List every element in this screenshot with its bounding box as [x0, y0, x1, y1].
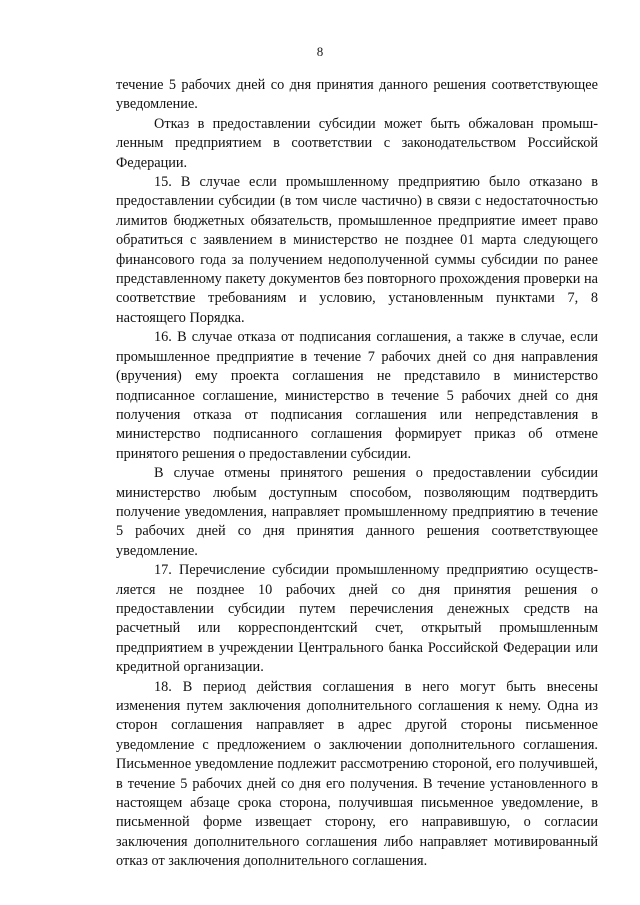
paragraph-continuation: течение 5 рабочих дней со дня принятия данного решения соответствующее уведомление. — [116, 77, 598, 113]
document-body — [116, 76, 598, 872]
page-number: 8 — [316, 44, 324, 59]
paragraph-15: 15. В случае если промышленному предприятию было отказано в предоставлении субсидии (в том числе частично) в связи с недостаточностью лимитов бюджетных обязательств, промышленное предприятие имеет право обратиться с заявлением в министерство не позднее 01 марта следующего финансового года за получением недополученной суммы субсидии по ранее представленному пакету документов без повторного прохождения проверки на соответствие требованиям и условию, установленным пунктами 7, 8 настоящего Порядка. — [116, 174, 598, 326]
paragraph-17: 17. Перечисление субсидии промышленному предприятию осуществляется не позднее 10 рабочих дней со дня принятия решения о предоставлении субсидии путем перечисления денежных средств на расчетный или корреспондентский счет, открытый промышленным предприятием в учреждении Центрального банка Российской Федерации или кредитной организации. — [116, 562, 598, 676]
paragraph-16-cancellation: В случае отмены принятого решения о предоставлении субсидии министерство любым доступным способом, позволяющим подтвердить получение уведомления, направляет промышленному предприятию в течение 5 рабочих дней со дня принятия данного решения соответствующее уведомление. — [116, 465, 598, 559]
paragraph-16: 16. В случае отказа от подписания соглашения, а также в случае, если промышленное предприятие в течение 7 рабочих дней со дня направления (вручения) ему проекта соглашения не представило в министерство подписанное соглашение, министерство в течение 5 рабочих дней со дня получения отказа от подписания соглашения или непредставления в министерство подписанного соглашения формирует приказ об отмене принятого решения о предоставлении субсидии. — [116, 329, 598, 462]
paragraph-appeal: Отказ в предоставлении субсидии может быть обжалован промышленным предприятием в соответствии с законодательством Российской Федерации. — [116, 115, 598, 171]
paragraph-18: 18. В период действия соглашения в него могут быть внесены изменения путем заключения дополнительного соглашения к нему. Одна из сторон соглашения направляет в адрес другой стороны письменное уведомление с предложением о заключении дополнительного соглашения. Письменное уведомление подлежит рассмотрению стороной, его получившей, в течение 5 рабочих дней со дня его получения. В течение установленного в настоящем абзаце срока сторона, получившая письменное уведомление, в письменной форме извещает сторону, его направившую, о согласии заключения дополнительного соглашения либо направляет мотивированный отказ от заключения дополнительного соглашения. — [116, 678, 598, 870]
